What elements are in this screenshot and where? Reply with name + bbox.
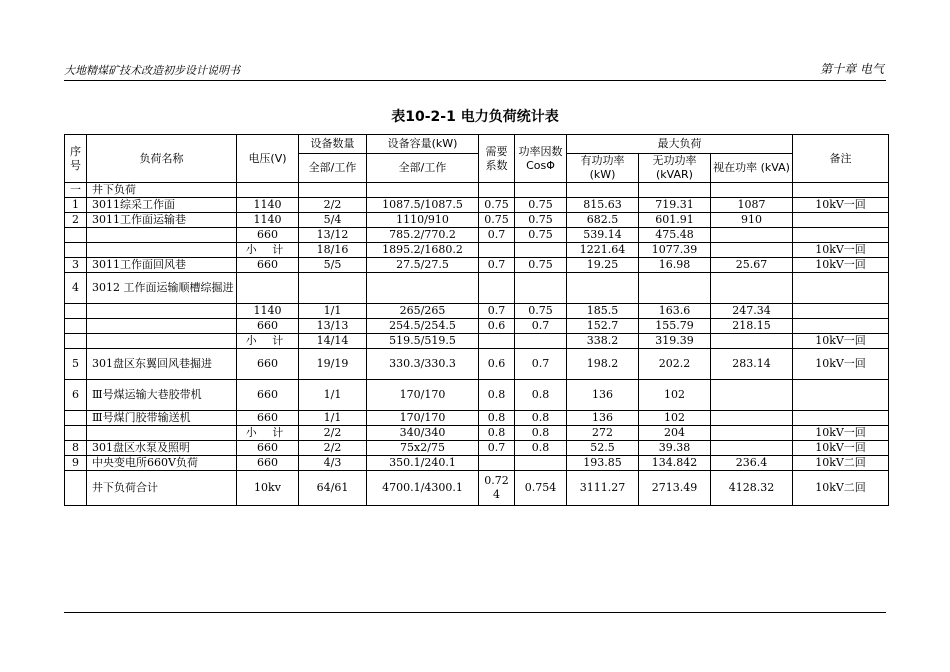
- row-name: 3011工作面运输巷: [87, 213, 237, 228]
- row-qty: 1/1: [299, 411, 367, 426]
- row-qty: 5/4: [299, 213, 367, 228]
- row-power-factor: 0.75: [515, 304, 567, 319]
- document-title-header: 大地精煤矿技术改造初步设计说明书: [64, 64, 240, 77]
- row-qty: 5/5: [299, 258, 367, 273]
- row-seq: 一: [65, 183, 87, 198]
- row-note: [793, 304, 889, 319]
- row-demand: [479, 183, 515, 198]
- row-note: 10kV一回: [793, 441, 889, 456]
- row-apparent-power: [711, 273, 793, 304]
- table-row: [65, 273, 889, 304]
- row-capacity: [367, 183, 479, 198]
- row-capacity: 1110/910: [367, 213, 479, 228]
- row-capacity: 254.5/254.5: [367, 319, 479, 334]
- row-apparent-power: 247.34: [711, 304, 793, 319]
- row-active-power: [567, 183, 639, 198]
- row-demand: [479, 243, 515, 258]
- row-apparent-power: [711, 426, 793, 441]
- row-voltage: [237, 183, 299, 198]
- row-seq: 8: [65, 441, 87, 456]
- row-reactive-power: [639, 273, 711, 304]
- row-voltage: 660: [237, 380, 299, 411]
- row-seq: [65, 319, 87, 334]
- row-voltage: 660: [237, 441, 299, 456]
- row-qty: 13/12: [299, 228, 367, 243]
- row-apparent-power: [711, 411, 793, 426]
- row-reactive-power: 102: [639, 411, 711, 426]
- row-qty: 14/14: [299, 334, 367, 349]
- row-voltage: 660: [237, 258, 299, 273]
- col-capacity-sub: 全部/工作: [367, 154, 479, 183]
- row-active-power: 338.2: [567, 334, 639, 349]
- row-active-power: 1221.64: [567, 243, 639, 258]
- row-name: [87, 228, 237, 243]
- row-note: 10kV一回: [793, 426, 889, 441]
- row-name: 301盘区水泵及照明: [87, 441, 237, 456]
- row-power-factor: 0.8: [515, 426, 567, 441]
- row-demand: 0.724: [479, 471, 515, 506]
- row-voltage: 小 计: [237, 426, 299, 441]
- row-capacity: 4700.1/4300.1: [367, 471, 479, 506]
- row-note: 10kV一回: [793, 198, 889, 213]
- row-power-factor: [515, 456, 567, 471]
- row-voltage: 660: [237, 349, 299, 380]
- table-header: [65, 135, 889, 183]
- row-apparent-power: [711, 183, 793, 198]
- row-demand: 0.7: [479, 258, 515, 273]
- row-active-power: 52.5: [567, 441, 639, 456]
- row-apparent-power: 1087: [711, 198, 793, 213]
- row-capacity: 785.2/770.2: [367, 228, 479, 243]
- row-capacity: [367, 273, 479, 304]
- col-seq: 序号: [65, 135, 87, 183]
- table-subtotal-row: [65, 243, 889, 258]
- row-active-power: 185.5: [567, 304, 639, 319]
- table-body: [65, 183, 889, 506]
- table-row: [65, 319, 889, 334]
- row-power-factor: [515, 183, 567, 198]
- row-seq: [65, 228, 87, 243]
- row-voltage: 1140: [237, 198, 299, 213]
- row-demand: 0.6: [479, 349, 515, 380]
- row-reactive-power: 39.38: [639, 441, 711, 456]
- row-voltage: [237, 273, 299, 304]
- row-reactive-power: 202.2: [639, 349, 711, 380]
- row-seq: [65, 426, 87, 441]
- col-qty: 设备数量: [299, 135, 367, 154]
- row-seq: [65, 304, 87, 319]
- row-capacity: 350.1/240.1: [367, 456, 479, 471]
- row-note: 10kV一回: [793, 243, 889, 258]
- col-demand: 需要系数: [479, 135, 515, 183]
- row-reactive-power: 719.31: [639, 198, 711, 213]
- row-apparent-power: [711, 243, 793, 258]
- table-total-row: [65, 471, 889, 506]
- row-qty: [299, 273, 367, 304]
- row-demand: [479, 273, 515, 304]
- row-reactive-power: 204: [639, 426, 711, 441]
- row-power-factor: 0.8: [515, 380, 567, 411]
- row-qty: 4/3: [299, 456, 367, 471]
- row-note: [793, 183, 889, 198]
- row-voltage: 660: [237, 456, 299, 471]
- col-power-factor: 功率因数 CosΦ: [515, 135, 567, 183]
- row-qty: 19/19: [299, 349, 367, 380]
- row-reactive-power: 601.91: [639, 213, 711, 228]
- row-note: 10kV二回: [793, 471, 889, 506]
- row-power-factor: 0.7: [515, 349, 567, 380]
- row-qty: 1/1: [299, 304, 367, 319]
- row-power-factor: 0.75: [515, 213, 567, 228]
- row-voltage: 660: [237, 319, 299, 334]
- table-row: [65, 411, 889, 426]
- row-capacity: 1895.2/1680.2: [367, 243, 479, 258]
- row-qty: 13/13: [299, 319, 367, 334]
- row-name: 3011工作面回风巷: [87, 258, 237, 273]
- row-reactive-power: 2713.49: [639, 471, 711, 506]
- row-apparent-power: 910: [711, 213, 793, 228]
- row-active-power: 682.5: [567, 213, 639, 228]
- row-qty: 2/2: [299, 441, 367, 456]
- col-qty-sub: 全部/工作: [299, 154, 367, 183]
- row-reactive-power: 16.98: [639, 258, 711, 273]
- row-capacity: 519.5/519.5: [367, 334, 479, 349]
- row-voltage: 小 计: [237, 243, 299, 258]
- row-demand: 0.7: [479, 304, 515, 319]
- row-active-power: 198.2: [567, 349, 639, 380]
- row-qty: 2/2: [299, 198, 367, 213]
- row-active-power: 136: [567, 380, 639, 411]
- row-name: 3012 工作面运输顺槽综掘进: [87, 273, 237, 304]
- row-power-factor: 0.8: [515, 411, 567, 426]
- row-power-factor: [515, 334, 567, 349]
- row-note: 10kV一回: [793, 334, 889, 349]
- table-row: [65, 456, 889, 471]
- row-power-factor: 0.75: [515, 258, 567, 273]
- row-name: [87, 334, 237, 349]
- row-demand: 0.8: [479, 380, 515, 411]
- row-name: [87, 319, 237, 334]
- row-seq: 1: [65, 198, 87, 213]
- row-name: [87, 243, 237, 258]
- row-demand: 0.7: [479, 441, 515, 456]
- row-note: [793, 273, 889, 304]
- row-voltage: 1140: [237, 304, 299, 319]
- table-subtotal-row: [65, 426, 889, 441]
- row-apparent-power: [711, 441, 793, 456]
- row-apparent-power: 236.4: [711, 456, 793, 471]
- table-row: [65, 304, 889, 319]
- row-apparent-power: 25.67: [711, 258, 793, 273]
- col-name: 负荷名称: [87, 135, 237, 183]
- row-qty: 1/1: [299, 380, 367, 411]
- row-apparent-power: 283.14: [711, 349, 793, 380]
- row-reactive-power: 102: [639, 380, 711, 411]
- table-row: [65, 349, 889, 380]
- row-active-power: 815.63: [567, 198, 639, 213]
- row-voltage: 660: [237, 228, 299, 243]
- col-note: 备注: [793, 135, 889, 183]
- row-note: 10kV一回: [793, 349, 889, 380]
- row-name: [87, 304, 237, 319]
- row-capacity: 330.3/330.3: [367, 349, 479, 380]
- table-row: [65, 198, 889, 213]
- row-demand: [479, 334, 515, 349]
- row-voltage: 小 计: [237, 334, 299, 349]
- footer-divider: [64, 612, 886, 613]
- table-row: [65, 258, 889, 273]
- col-max-load: 最大负荷: [567, 135, 793, 154]
- row-demand: 0.8: [479, 411, 515, 426]
- row-active-power: 19.25: [567, 258, 639, 273]
- row-seq: 4: [65, 273, 87, 304]
- row-name: 井下负荷: [87, 183, 237, 198]
- row-active-power: 3111.27: [567, 471, 639, 506]
- row-voltage: 10kv: [237, 471, 299, 506]
- row-seq: 6: [65, 380, 87, 411]
- row-power-factor: 0.75: [515, 228, 567, 243]
- row-apparent-power: [711, 228, 793, 243]
- row-demand: 0.6: [479, 319, 515, 334]
- row-apparent-power: 218.15: [711, 319, 793, 334]
- row-active-power: [567, 273, 639, 304]
- row-reactive-power: 155.79: [639, 319, 711, 334]
- col-active-power: 有功功率 (kW): [567, 154, 639, 183]
- row-demand: 0.75: [479, 213, 515, 228]
- table-row: [65, 441, 889, 456]
- row-capacity: 27.5/27.5: [367, 258, 479, 273]
- row-active-power: 539.14: [567, 228, 639, 243]
- row-name: 3011综采工作面: [87, 198, 237, 213]
- row-name: 301盘区东翼回风巷掘进: [87, 349, 237, 380]
- table-row: [65, 213, 889, 228]
- row-capacity: 170/170: [367, 411, 479, 426]
- row-power-factor: 0.7: [515, 319, 567, 334]
- row-capacity: 75x2/75: [367, 441, 479, 456]
- power-load-table: [64, 134, 889, 506]
- row-power-factor: [515, 273, 567, 304]
- row-qty: 2/2: [299, 426, 367, 441]
- col-reactive-power: 无功功率 (kVAR): [639, 154, 711, 183]
- row-demand: 0.75: [479, 198, 515, 213]
- row-name: 中央变电所660V负荷: [87, 456, 237, 471]
- row-name: [87, 426, 237, 441]
- row-seq: [65, 334, 87, 349]
- row-note: [793, 380, 889, 411]
- row-name: Ⅲ号煤运输大巷胶带机: [87, 380, 237, 411]
- row-apparent-power: [711, 334, 793, 349]
- row-active-power: 152.7: [567, 319, 639, 334]
- col-capacity: 设备容量(kW): [367, 135, 479, 154]
- row-capacity: 340/340: [367, 426, 479, 441]
- row-capacity: 1087.5/1087.5: [367, 198, 479, 213]
- row-apparent-power: 4128.32: [711, 471, 793, 506]
- table-row: [65, 228, 889, 243]
- row-active-power: 272: [567, 426, 639, 441]
- row-name: Ⅲ号煤门胶带输送机: [87, 411, 237, 426]
- col-apparent-power: 视在功率 (kVA): [711, 154, 793, 183]
- row-reactive-power: [639, 183, 711, 198]
- row-power-factor: [515, 243, 567, 258]
- table-title: 表10-2-1 电力负荷统计表: [391, 109, 559, 125]
- row-note: 10kV一回: [793, 258, 889, 273]
- table-row: [65, 380, 889, 411]
- row-apparent-power: [711, 380, 793, 411]
- row-reactive-power: 134.842: [639, 456, 711, 471]
- row-reactive-power: 475.48: [639, 228, 711, 243]
- row-note: [793, 213, 889, 228]
- row-reactive-power: 319.39: [639, 334, 711, 349]
- row-note: [793, 411, 889, 426]
- row-demand: [479, 456, 515, 471]
- row-power-factor: 0.754: [515, 471, 567, 506]
- row-capacity: 265/265: [367, 304, 479, 319]
- row-demand: 0.8: [479, 426, 515, 441]
- row-reactive-power: 163.6: [639, 304, 711, 319]
- row-seq: 5: [65, 349, 87, 380]
- row-capacity: 170/170: [367, 380, 479, 411]
- header-divider: [64, 80, 886, 81]
- row-seq: 9: [65, 456, 87, 471]
- row-voltage: 660: [237, 411, 299, 426]
- row-voltage: 1140: [237, 213, 299, 228]
- row-seq: 3: [65, 258, 87, 273]
- row-note: 10kV二回: [793, 456, 889, 471]
- row-name: 井下负荷合计: [87, 471, 237, 506]
- row-seq: 2: [65, 213, 87, 228]
- row-note: [793, 319, 889, 334]
- col-voltage: 电压(V): [237, 135, 299, 183]
- row-seq: [65, 411, 87, 426]
- chapter-header: 第十章 电气: [820, 62, 884, 76]
- table-subtotal-row: [65, 334, 889, 349]
- row-active-power: 193.85: [567, 456, 639, 471]
- row-active-power: 136: [567, 411, 639, 426]
- row-demand: 0.7: [479, 228, 515, 243]
- row-qty: 64/61: [299, 471, 367, 506]
- row-reactive-power: 1077.39: [639, 243, 711, 258]
- row-power-factor: 0.8: [515, 441, 567, 456]
- table-row: [65, 183, 889, 198]
- row-qty: [299, 183, 367, 198]
- row-seq: [65, 243, 87, 258]
- row-note: [793, 228, 889, 243]
- row-power-factor: 0.75: [515, 198, 567, 213]
- row-qty: 18/16: [299, 243, 367, 258]
- row-seq: [65, 471, 87, 506]
